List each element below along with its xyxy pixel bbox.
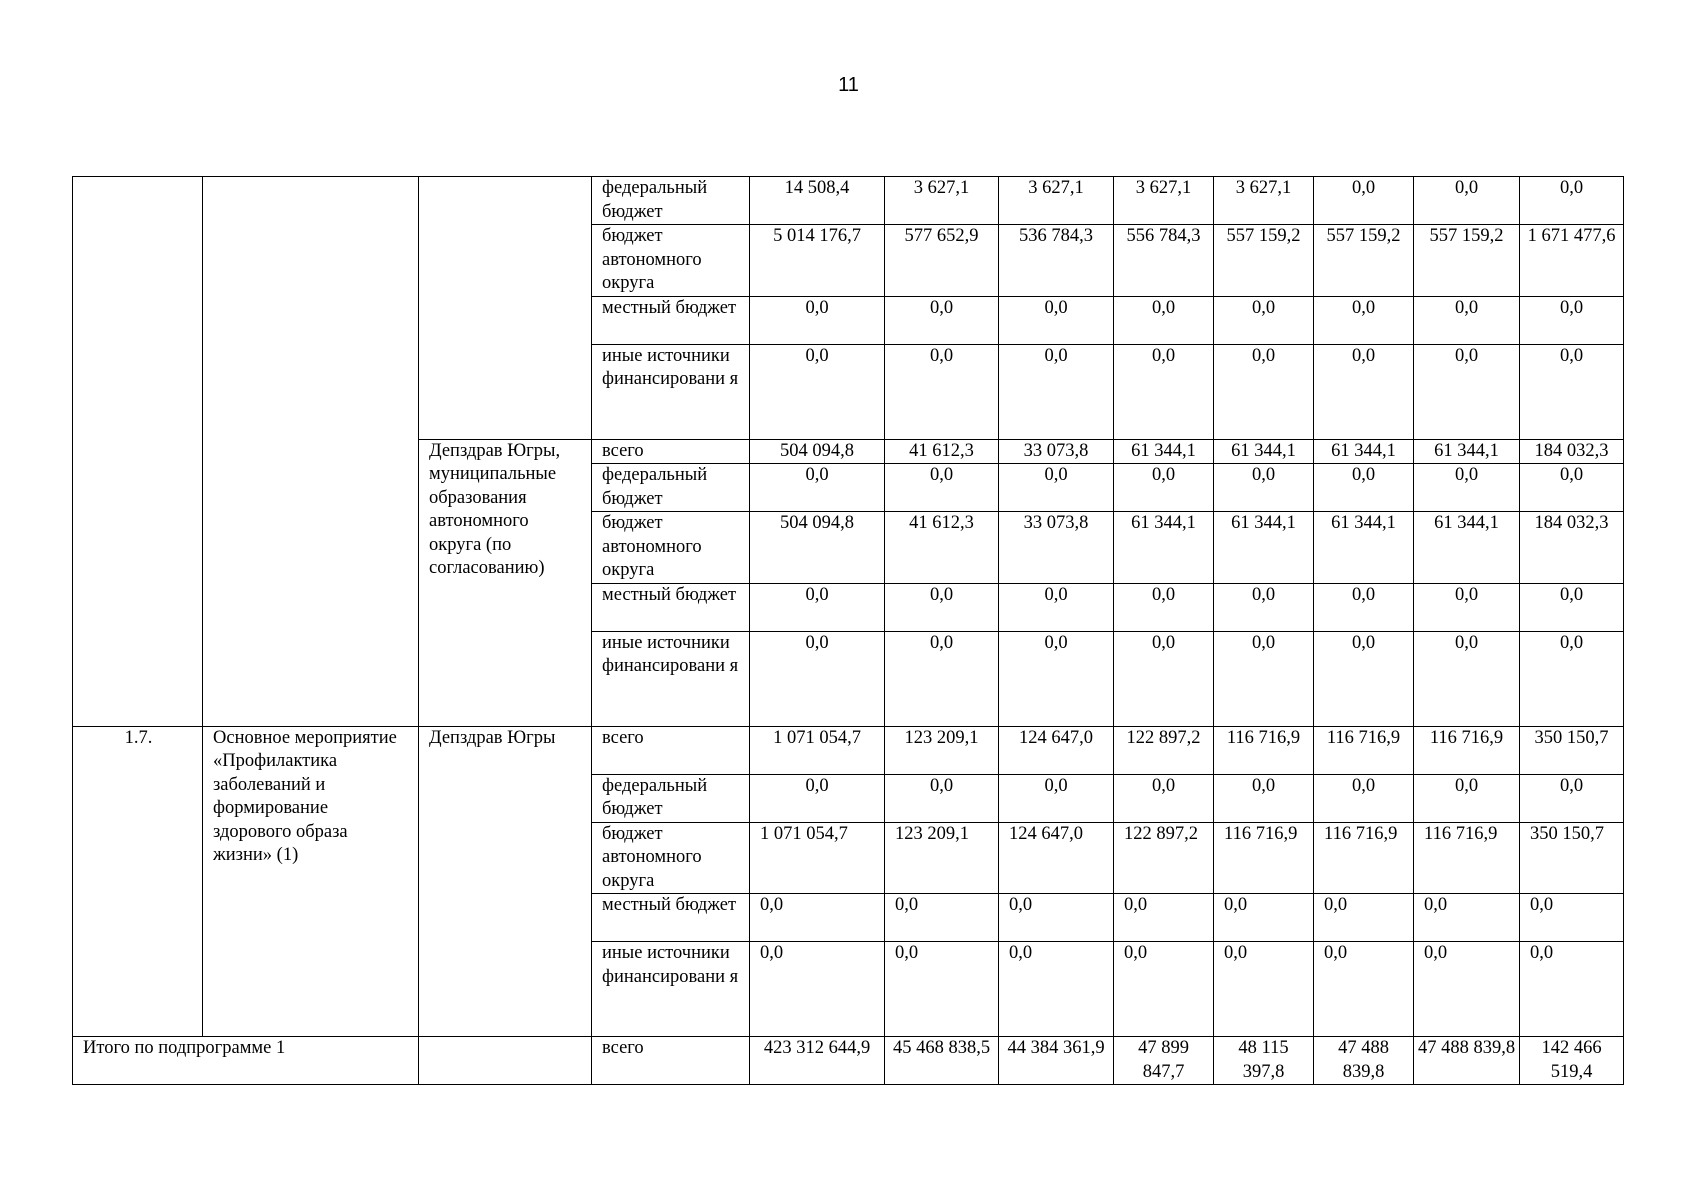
number-cell: 1.7. <box>73 726 203 1037</box>
value-cell: 0,0 <box>999 942 1114 1037</box>
value-cell: 557 159,2 <box>1214 225 1314 297</box>
value-cell: 0,0 <box>999 583 1114 631</box>
event-cell: Основное мероприятие «Профилактика заболеваний и формирование здорового образа жизни» (1) <box>203 726 419 1037</box>
value-cell: 61 344,1 <box>1314 512 1414 584</box>
value-cell: 0,0 <box>1314 942 1414 1037</box>
value-cell: 116 716,9 <box>1414 822 1520 894</box>
value-cell: 0,0 <box>1414 774 1520 822</box>
value-cell: 504 094,8 <box>750 439 885 464</box>
value-cell: 0,0 <box>1314 894 1414 942</box>
value-cell: 41 612,3 <box>885 439 999 464</box>
value-cell: 0,0 <box>1414 344 1520 439</box>
total-value-cell: 47 899 847,7 <box>1114 1037 1214 1085</box>
value-cell: 122 897,2 <box>1114 822 1214 894</box>
source-cell: всего <box>592 1037 750 1085</box>
value-cell: 61 344,1 <box>1314 439 1414 464</box>
value-cell: 184 032,3 <box>1520 439 1624 464</box>
value-cell: 0,0 <box>1520 942 1624 1037</box>
source-cell: всего <box>592 439 750 464</box>
source-cell: бюджет автономного округа <box>592 822 750 894</box>
value-cell: 0,0 <box>750 344 885 439</box>
value-cell: 33 073,8 <box>999 512 1114 584</box>
value-cell: 124 647,0 <box>999 726 1114 774</box>
value-cell: 0,0 <box>885 942 999 1037</box>
value-cell: 0,0 <box>1414 296 1520 344</box>
number-cell <box>73 177 203 727</box>
source-cell: местный бюджет <box>592 583 750 631</box>
total-value-cell: 47 488 839,8 <box>1314 1037 1414 1085</box>
value-cell: 0,0 <box>1214 631 1314 726</box>
value-cell: 0,0 <box>1414 583 1520 631</box>
value-cell: 0,0 <box>999 774 1114 822</box>
value-cell: 1 071 054,7 <box>750 726 885 774</box>
value-cell: 0,0 <box>1214 774 1314 822</box>
value-cell: 14 508,4 <box>750 177 885 225</box>
value-cell: 0,0 <box>1414 894 1520 942</box>
value-cell: 0,0 <box>1414 631 1520 726</box>
value-cell: 0,0 <box>1114 942 1214 1037</box>
value-cell: 116 716,9 <box>1314 822 1414 894</box>
value-cell: 61 344,1 <box>1214 512 1314 584</box>
value-cell: 123 209,1 <box>885 822 999 894</box>
table-row <box>73 177 1624 225</box>
value-cell: 0,0 <box>1414 177 1520 225</box>
source-cell: бюджет автономного округа <box>592 225 750 297</box>
executor-cell: Депздрав Югры <box>419 726 592 1037</box>
event-cell <box>203 177 419 727</box>
value-cell: 0,0 <box>750 894 885 942</box>
table-row <box>73 726 1624 774</box>
value-cell: 0,0 <box>885 464 999 512</box>
value-cell: 123 209,1 <box>885 726 999 774</box>
value-cell: 33 073,8 <box>999 439 1114 464</box>
value-cell: 0,0 <box>999 344 1114 439</box>
value-cell: 0,0 <box>1114 894 1214 942</box>
value-cell: 122 897,2 <box>1114 726 1214 774</box>
value-cell: 350 150,7 <box>1520 726 1624 774</box>
value-cell: 0,0 <box>999 464 1114 512</box>
value-cell: 0,0 <box>1520 464 1624 512</box>
value-cell: 557 159,2 <box>1414 225 1520 297</box>
value-cell: 0,0 <box>1520 177 1624 225</box>
value-cell: 0,0 <box>1314 631 1414 726</box>
value-cell: 0,0 <box>1114 296 1214 344</box>
value-cell: 0,0 <box>1520 774 1624 822</box>
value-cell: 0,0 <box>1214 942 1314 1037</box>
value-cell: 61 344,1 <box>1414 439 1520 464</box>
value-cell: 3 627,1 <box>1114 177 1214 225</box>
source-cell: иные источники финансировани я <box>592 344 750 439</box>
total-value-cell: 142 466 519,4 <box>1520 1037 1624 1085</box>
value-cell: 1 071 054,7 <box>750 822 885 894</box>
value-cell: 0,0 <box>1314 344 1414 439</box>
value-cell: 0,0 <box>1314 774 1414 822</box>
value-cell: 0,0 <box>885 296 999 344</box>
value-cell: 116 716,9 <box>1214 726 1314 774</box>
executor-cell: Депздрав Югры, муниципальные образования автономного округа (по согласованию) <box>419 439 592 726</box>
value-cell: 0,0 <box>1214 296 1314 344</box>
value-cell: 3 627,1 <box>999 177 1114 225</box>
value-cell: 61 344,1 <box>1214 439 1314 464</box>
value-cell: 0,0 <box>1214 583 1314 631</box>
value-cell: 61 344,1 <box>1414 512 1520 584</box>
value-cell: 350 150,7 <box>1520 822 1624 894</box>
value-cell: 0,0 <box>1114 631 1214 726</box>
source-cell: федеральный бюджет <box>592 177 750 225</box>
value-cell: 0,0 <box>750 774 885 822</box>
source-cell: иные источники финансировани я <box>592 942 750 1037</box>
funding-table <box>72 176 1624 1085</box>
value-cell: 5 014 176,7 <box>750 225 885 297</box>
page-number: 11 <box>838 74 859 96</box>
executor-cell <box>419 1037 592 1085</box>
value-cell: 504 094,8 <box>750 512 885 584</box>
value-cell: 1 671 477,6 <box>1520 225 1624 297</box>
source-cell: федеральный бюджет <box>592 464 750 512</box>
value-cell: 0,0 <box>999 296 1114 344</box>
value-cell: 0,0 <box>1414 942 1520 1037</box>
value-cell: 0,0 <box>1214 894 1314 942</box>
value-cell: 0,0 <box>1520 894 1624 942</box>
source-cell: всего <box>592 726 750 774</box>
value-cell: 0,0 <box>885 631 999 726</box>
value-cell: 0,0 <box>1520 583 1624 631</box>
value-cell: 0,0 <box>1520 296 1624 344</box>
value-cell: 556 784,3 <box>1114 225 1214 297</box>
value-cell: 116 716,9 <box>1314 726 1414 774</box>
total-value-cell: 48 115 397,8 <box>1214 1037 1314 1085</box>
value-cell: 116 716,9 <box>1214 822 1314 894</box>
value-cell: 0,0 <box>999 894 1114 942</box>
value-cell: 184 032,3 <box>1520 512 1624 584</box>
total-value-cell: 47 488 839,8 <box>1414 1037 1520 1085</box>
value-cell: 0,0 <box>1414 464 1520 512</box>
value-cell: 0,0 <box>1214 344 1314 439</box>
value-cell: 0,0 <box>750 942 885 1037</box>
value-cell: 536 784,3 <box>999 225 1114 297</box>
value-cell: 0,0 <box>885 344 999 439</box>
value-cell: 0,0 <box>999 631 1114 726</box>
value-cell: 0,0 <box>750 296 885 344</box>
source-cell: местный бюджет <box>592 894 750 942</box>
value-cell: 116 716,9 <box>1414 726 1520 774</box>
value-cell: 124 647,0 <box>999 822 1114 894</box>
source-cell: федеральный бюджет <box>592 774 750 822</box>
value-cell: 0,0 <box>1314 464 1414 512</box>
value-cell: 557 159,2 <box>1314 225 1414 297</box>
total-value-cell: 423 312 644,9 <box>750 1037 885 1085</box>
value-cell: 0,0 <box>750 631 885 726</box>
value-cell: 0,0 <box>1114 344 1214 439</box>
value-cell: 61 344,1 <box>1114 439 1214 464</box>
value-cell: 0,0 <box>1114 464 1214 512</box>
source-cell: иные источники финансировани я <box>592 631 750 726</box>
value-cell: 0,0 <box>885 774 999 822</box>
executor-cell <box>419 177 592 440</box>
value-cell: 0,0 <box>1114 583 1214 631</box>
value-cell: 0,0 <box>1520 344 1624 439</box>
value-cell: 0,0 <box>750 464 885 512</box>
value-cell: 3 627,1 <box>1214 177 1314 225</box>
value-cell: 0,0 <box>1520 631 1624 726</box>
value-cell: 577 652,9 <box>885 225 999 297</box>
total-value-cell: 44 384 361,9 <box>999 1037 1114 1085</box>
value-cell: 0,0 <box>1314 296 1414 344</box>
total-row <box>73 1037 1624 1085</box>
value-cell: 61 344,1 <box>1114 512 1214 584</box>
value-cell: 0,0 <box>1314 583 1414 631</box>
value-cell: 3 627,1 <box>885 177 999 225</box>
value-cell: 0,0 <box>1214 464 1314 512</box>
value-cell: 0,0 <box>1314 177 1414 225</box>
value-cell: 0,0 <box>885 894 999 942</box>
source-cell: бюджет автономного округа <box>592 512 750 584</box>
value-cell: 0,0 <box>1114 774 1214 822</box>
source-cell: местный бюджет <box>592 296 750 344</box>
total-value-cell: 45 468 838,5 <box>885 1037 999 1085</box>
value-cell: 41 612,3 <box>885 512 999 584</box>
value-cell: 0,0 <box>750 583 885 631</box>
total-label: Итого по подпрограмме 1 <box>73 1037 419 1085</box>
value-cell: 0,0 <box>885 583 999 631</box>
